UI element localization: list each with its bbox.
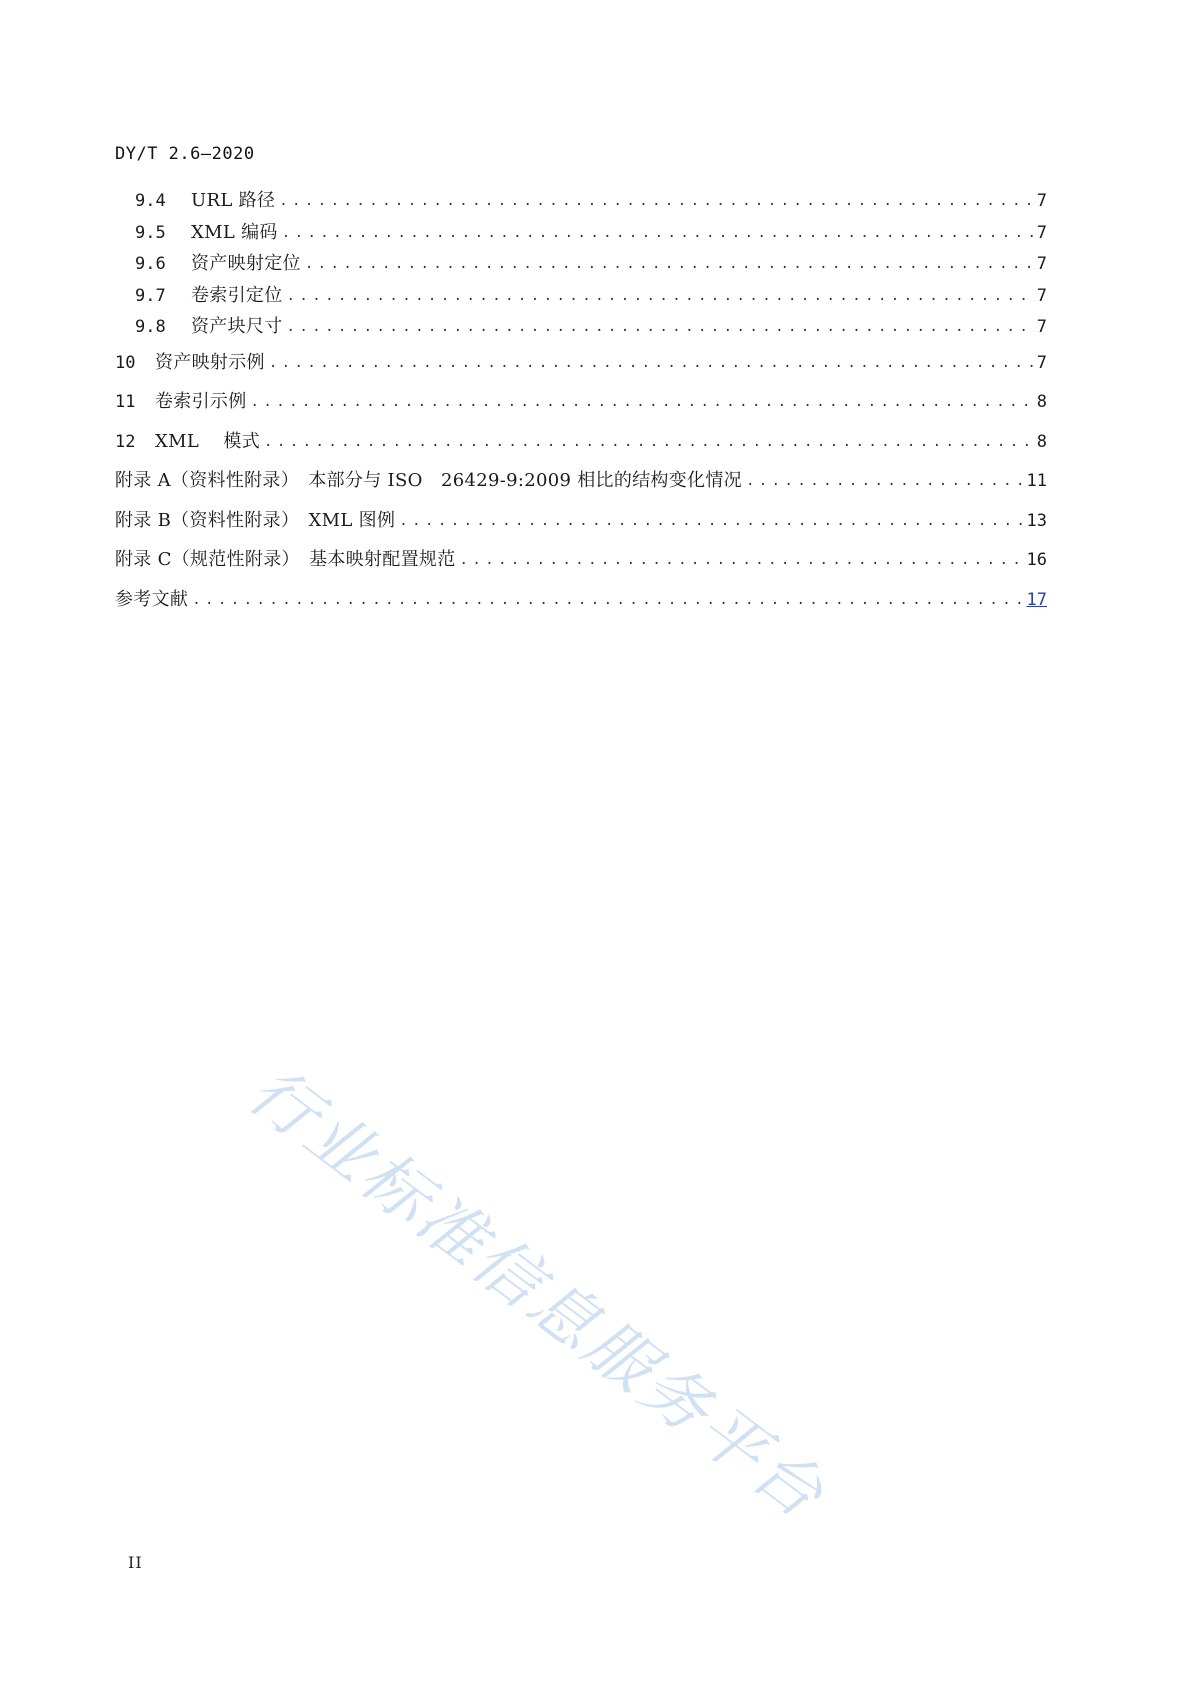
toc-entry-page: 11 — [1026, 471, 1047, 491]
toc-entry-number: 12 — [115, 431, 136, 452]
toc-entry-title: 资产块尺寸 — [191, 316, 283, 337]
toc-entry-number: 9.4 — [135, 191, 166, 211]
toc-entry-10[interactable] — [115, 352, 1047, 392]
toc-entry-page: 8 — [1036, 431, 1047, 452]
toc-entry-page: 8 — [1036, 392, 1047, 412]
toc-entry-12[interactable] — [115, 431, 1047, 471]
toc-entry-title: 卷索引示例 — [155, 391, 247, 412]
toc-dot-leader — [269, 352, 1033, 374]
toc-entry-9-7[interactable] — [115, 285, 1047, 317]
toc-dot-leader — [460, 549, 1023, 571]
toc-entry-9-5[interactable] — [115, 222, 1047, 254]
toc-entry-title: 附录 B（资料性附录） XML 图例 — [115, 509, 396, 531]
toc-entry-title: 附录 A（资料性附录） 本部分与 ISO 26429-9:2009 相比的结构变化情况 — [115, 470, 742, 491]
toc-dot-leader — [279, 190, 1033, 212]
toc-dot-leader — [746, 470, 1023, 492]
toc-entry-number: 11 — [115, 392, 136, 412]
document-code: DY/T 2.6—2020 — [115, 144, 255, 164]
toc-dot-leader — [287, 316, 1033, 338]
toc-entry-annex-a[interactable] — [115, 470, 1047, 510]
toc-entry-annex-c[interactable] — [115, 549, 1047, 589]
toc-entry-9-8[interactable] — [115, 316, 1047, 348]
toc-dot-leader — [192, 589, 1022, 611]
toc-entry-title: 资产映射定位 — [191, 253, 301, 274]
toc-entry-9-6[interactable] — [115, 253, 1047, 285]
toc-dot-leader — [282, 222, 1033, 244]
toc-entry-page: 7 — [1036, 352, 1047, 373]
toc-entry-title: 资产映射示例 — [155, 351, 265, 373]
toc-entry-title: XML 模式 — [155, 430, 261, 452]
toc-dot-leader — [251, 391, 1033, 413]
toc-dot-leader — [287, 285, 1033, 307]
toc-entry-number: 9.5 — [135, 222, 166, 243]
toc-entry-bibliography[interactable] — [115, 589, 1047, 629]
toc-entry-number: 9.8 — [135, 317, 166, 337]
toc-entry-title: URL 路径 — [191, 190, 276, 211]
toc-entry-number: 9.6 — [135, 254, 166, 274]
page-number: II — [128, 1553, 143, 1572]
toc-dot-leader — [305, 253, 1033, 275]
toc-entry-page: 7 — [1036, 191, 1047, 211]
toc-entry-page: 7 — [1036, 317, 1047, 337]
toc-entry-page: 7 — [1036, 222, 1047, 243]
toc-entry-title: 参考文献 — [115, 588, 189, 610]
toc-entry-page: 16 — [1026, 550, 1047, 570]
toc-entry-number: 10 — [115, 352, 136, 373]
toc-entry-9-4[interactable] — [115, 190, 1047, 222]
watermark-text: 行业标准信息服务平台 — [234, 1051, 841, 1535]
toc-entry-number: 9.7 — [135, 285, 166, 306]
toc-dot-leader — [264, 431, 1033, 453]
toc-entry-title: XML 编码 — [191, 221, 278, 243]
toc-entry-annex-b[interactable] — [115, 510, 1047, 550]
toc-entry-title: 附录 C（规范性附录） 基本映射配置规范 — [115, 549, 456, 570]
table-of-contents — [115, 190, 1047, 628]
toc-page-link[interactable]: 17 — [1026, 589, 1047, 610]
toc-entry-title: 卷索引定位 — [191, 284, 283, 306]
toc-entry-page: 13 — [1026, 510, 1047, 531]
toc-entry-page: 7 — [1036, 285, 1047, 306]
toc-dot-leader — [399, 510, 1022, 532]
toc-entry-page: 7 — [1036, 254, 1047, 274]
toc-entry-11[interactable] — [115, 391, 1047, 431]
